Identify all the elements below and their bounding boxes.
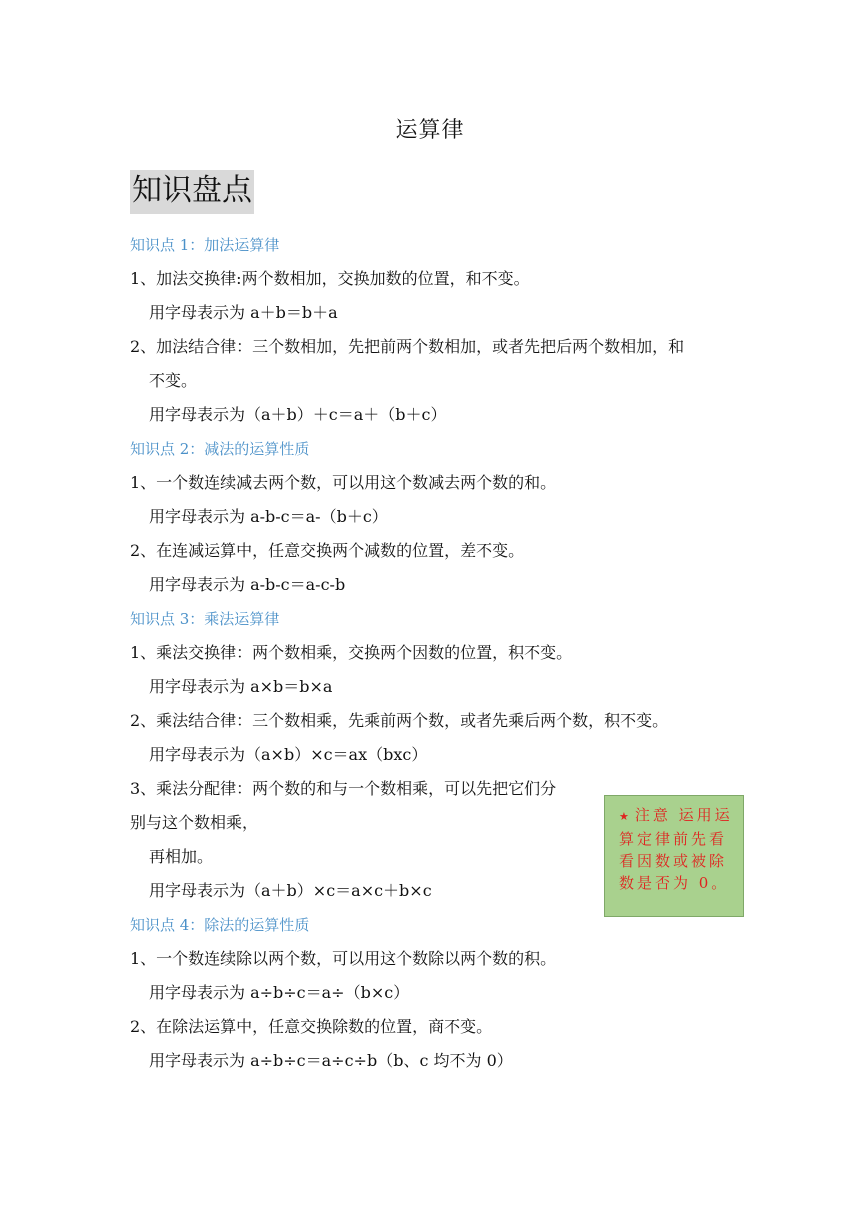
- knowledge-point-heading: 知识点 4：除法的运算性质: [130, 916, 310, 934]
- content-line: 不变。: [149, 371, 198, 390]
- content-line: 再相加。: [149, 847, 214, 866]
- content-line: 用字母表示为 a÷b÷c＝a÷c÷b（b、c 均不为 0）: [149, 1051, 513, 1070]
- content-line: 1、乘法交换律：两个数相乘，交换两个因数的位置，积不变。: [130, 643, 573, 662]
- content-line: 用字母表示为（a＋b）＋c＝a＋（b＋c）: [149, 405, 447, 424]
- section-heading: 知识盘点: [130, 170, 254, 214]
- content-line: 1、加法交换律:两个数相加，交换加数的位置，和不变。: [130, 269, 530, 288]
- content-line: 1、一个数连续减去两个数，可以用这个数减去两个数的和。: [130, 473, 557, 492]
- content-line: 用字母表示为 a÷b÷c＝a÷（b×c）: [149, 983, 410, 1002]
- knowledge-point-heading: 知识点 2：减法的运算性质: [130, 440, 310, 458]
- content-line: 2、在除法运算中，任意交换除数的位置，商不变。: [130, 1017, 493, 1036]
- content-line: 3、乘法分配律：两个数的和与一个数相乘，可以先把它们分: [130, 779, 557, 798]
- note-text: 注意 运用运算定律前先看看因数或被除数是否为 0。: [619, 806, 733, 892]
- star-icon: ★: [619, 810, 632, 823]
- content-line: 2、加法结合律：三个数相加，先把前两个数相加，或者先把后两个数相加，和: [130, 337, 685, 356]
- content-line: 用字母表示为 a×b＝b×a: [149, 677, 333, 696]
- knowledge-point-heading: 知识点 3：乘法运算律: [130, 610, 280, 628]
- content-line: 用字母表示为（a＋b）×c＝a×c＋b×c: [149, 881, 432, 900]
- content-line: 用字母表示为 a＋b＝b＋a: [149, 303, 338, 322]
- knowledge-content: [130, 228, 750, 1078]
- content-line: 用字母表示为 a-b-c＝a-c-b: [149, 575, 346, 594]
- content-line: 2、乘法结合律：三个数相乘，先乘前两个数，或者先乘后两个数，积不变。: [130, 711, 669, 730]
- content-line: 用字母表示为（a×b）×c＝ax（bxc）: [149, 745, 428, 764]
- content-line: 别与这个数相乘，: [130, 813, 259, 832]
- knowledge-point-heading: 知识点 1：加法运算律: [130, 236, 280, 254]
- document-title: 运算律: [395, 118, 465, 143]
- note-box: [604, 795, 744, 917]
- content-line: 2、在连减运算中，任意交换两个减数的位置，差不变。: [130, 541, 525, 560]
- content-line: 1、一个数连续除以两个数，可以用这个数除以两个数的积。: [130, 949, 557, 968]
- content-line: 用字母表示为 a-b-c＝a-（b＋c）: [149, 507, 388, 526]
